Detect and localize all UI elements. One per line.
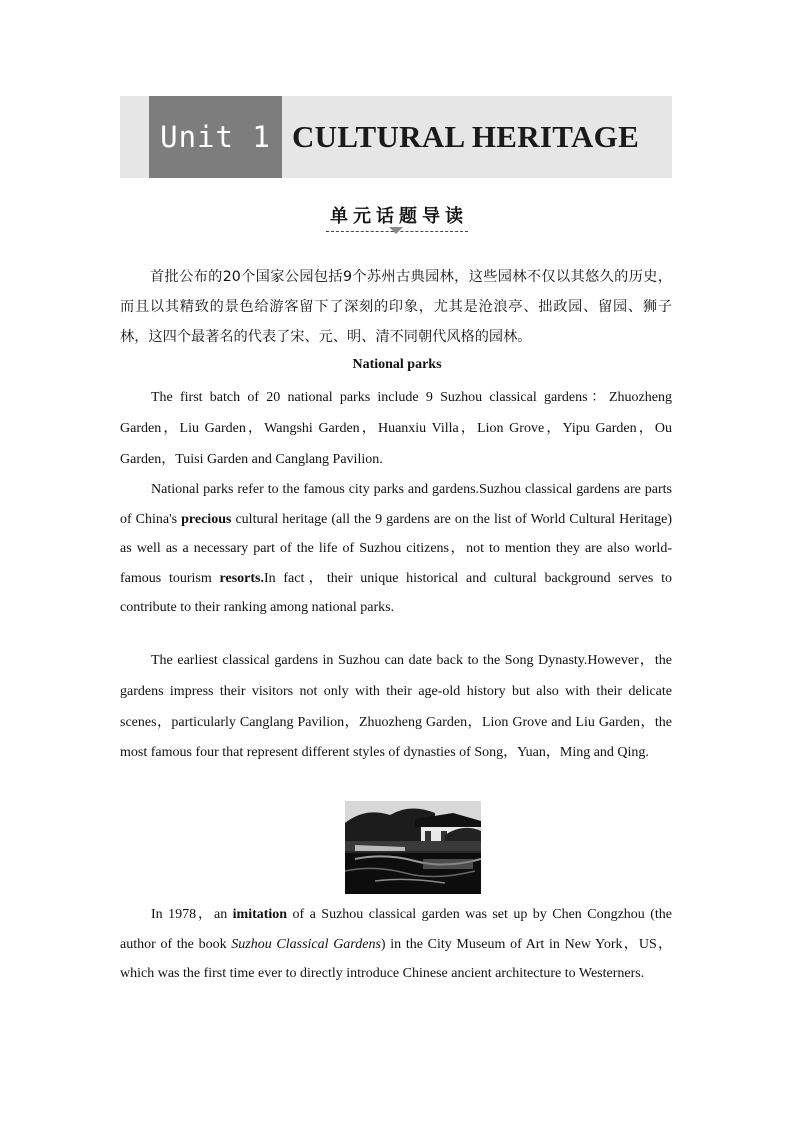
garden-photo	[345, 801, 481, 894]
chevron-down-icon	[389, 227, 403, 234]
paragraph-4-text-b: of a Suzhou classical garden was set up by Chen Congzhou (the author of the book	[120, 907, 672, 952]
unit-banner	[120, 96, 672, 178]
paragraph-4-text-c: ) in the City Museum of Art in New York，US，which was the first time ever to directly introduce Chinese ancient architecture to Westerners.	[120, 936, 672, 981]
book-title: Suzhou Classical Gardens	[231, 936, 381, 952]
vocab-imitation: imitation	[232, 907, 288, 922]
paragraph-2-text-b: cultural heritage (all the 9 gardens are on the list of World Cultural Heritage) as well as a necessary part of the life of Suzhou citizens，not to mention they are also world-famous tourism	[120, 511, 672, 586]
article-title: National parks	[352, 357, 442, 372]
paragraph-1: The first batch of 20 national parks include 9 Suzhou classical gardens：Zhuozheng Garden，Liu Garden，Wangshi Garden，Huanxiu Villa，Lion Grove，Yipu Garden，Ou Garden，Tuisi Garden and Canglang Pavilion.	[120, 390, 672, 467]
chinese-intro: 首批公布的20个国家公园包括9个苏州古典园林，这些园林不仅以其悠久的历史，而且以其精致的景色给游客留下了深刻的印象，尤其是沧浪亭、拙政园、留园、狮子林，这四个最著名的代表了宋、元、明、清不同朝代风格的园林。	[120, 269, 672, 345]
paragraph-4-text-a: In 1978，an	[151, 907, 233, 922]
section-heading-text: 单元话题导读	[326, 202, 468, 232]
vocab-resorts: resorts.	[219, 570, 264, 586]
vocab-precious: precious	[181, 511, 232, 527]
paragraph-4	[120, 900, 672, 989]
paragraph-2	[120, 475, 672, 623]
paragraph-3: The earliest classical gardens in Suzhou can date back to the Song Dynasty.However，the gardens impress their visitors not only with their age-old history but also with their delicate scenes，particularly Canglang Pavilion，Zhuozheng Garden，Lion Grove and Liu Garden，the most famous four that represent different styles of dynasties of Song，Yuan，Ming and Qing.	[120, 653, 672, 761]
unit-title: CULTURAL HERITAGE	[292, 119, 640, 154]
unit-label: Unit 1	[149, 96, 282, 178]
paragraph-2-text-a: National parks refer to the famous city parks and gardens.Suzhou classical gardens are parts of China's	[120, 482, 672, 527]
paragraph-2-text-c: In fact，their unique historical and cultural background serves to contribute to their ranking among national parks.	[120, 570, 672, 615]
